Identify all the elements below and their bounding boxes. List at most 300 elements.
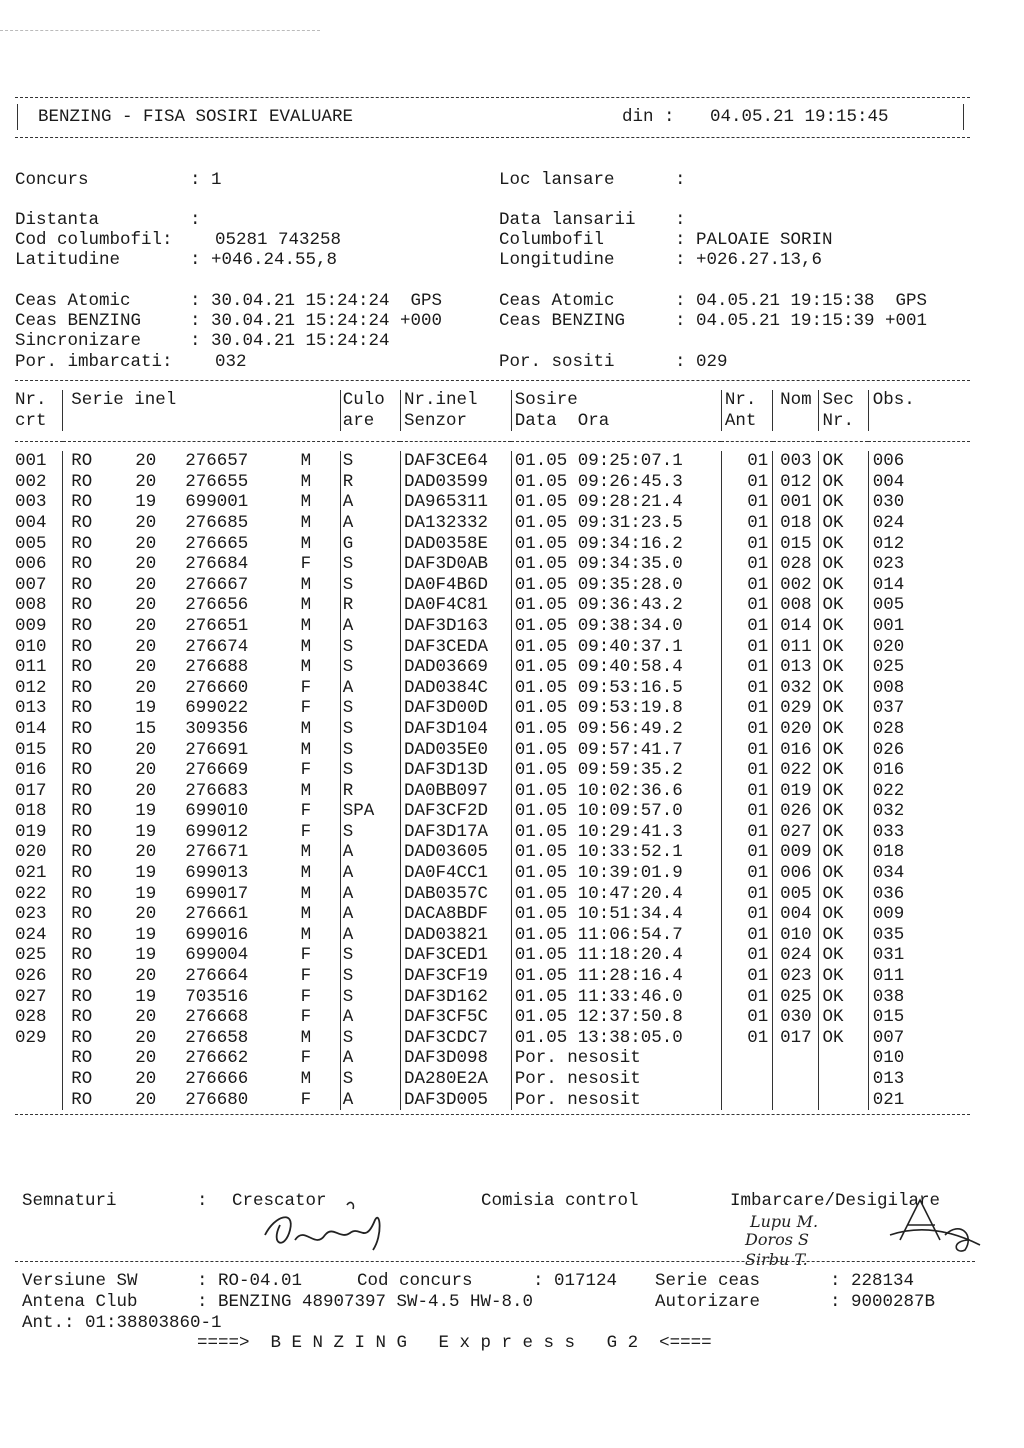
cell-country: RO xyxy=(71,492,93,513)
table-header-row-1 xyxy=(15,390,970,411)
cell-senzor: DAD03605 xyxy=(400,842,511,863)
cell-serie-inel xyxy=(63,472,341,493)
table-row xyxy=(15,1007,970,1028)
cell-obs: 036 xyxy=(868,884,970,905)
cell-serie-inel xyxy=(63,698,341,719)
cell-obs: 014 xyxy=(868,575,970,596)
table-row xyxy=(15,884,970,905)
cell-obs: 038 xyxy=(868,987,970,1008)
cell-sex: M xyxy=(300,615,312,636)
cell-culoare: S xyxy=(340,554,400,575)
cell-culoare: A xyxy=(340,1048,400,1069)
cell-obs: 022 xyxy=(868,781,970,802)
longitudine-value: : +026.27.13,6 xyxy=(675,250,823,270)
cell-sosire: 01.05 10:09:57.0 xyxy=(511,801,721,822)
table-row xyxy=(15,534,970,555)
cell-year: 20 xyxy=(135,471,157,492)
cell-culoare: A xyxy=(340,1090,400,1111)
cell-culoare: G xyxy=(340,534,400,555)
cell-senzor: DAF3CED1 xyxy=(400,945,511,966)
cell-ring-number: 276667 xyxy=(185,574,249,595)
versiune-label: Versiune SW xyxy=(22,1271,138,1291)
cell-sex: M xyxy=(300,883,312,904)
cell-sex: M xyxy=(300,718,312,739)
table-row xyxy=(15,1028,970,1049)
cod-columbofil-value: 05281 743258 xyxy=(215,230,342,250)
cell-serie-inel xyxy=(63,534,341,555)
cell-obs: 023 xyxy=(868,554,970,575)
cod-concurs-label: Cod concurs xyxy=(357,1271,473,1291)
table-row xyxy=(15,575,970,596)
cell-nr-crt: 014 xyxy=(15,718,47,739)
cell-nom: 005 xyxy=(773,884,819,905)
cell-nom: 003 xyxy=(773,451,819,472)
arrivals-table xyxy=(15,390,970,1115)
col-culoare-subheader: are xyxy=(340,411,400,432)
cell-senzor: DAF3D17A xyxy=(400,822,511,843)
cell-sec-nr: OK xyxy=(819,513,868,534)
cell-antena: 01 xyxy=(721,904,772,925)
cell-antena: 01 xyxy=(721,492,772,513)
cell-culoare: S xyxy=(340,1069,400,1090)
ceas-benzing-label-right: Ceas BENZING xyxy=(499,311,626,331)
cell-country: RO xyxy=(71,1089,93,1110)
cell-obs: 020 xyxy=(868,637,970,658)
cell-senzor: DACA8BDF xyxy=(400,904,511,925)
cell-sex: M xyxy=(300,533,312,554)
cell-senzor: DAD0358E xyxy=(400,534,511,555)
cell-sosire: 01.05 09:57:41.7 xyxy=(511,740,721,761)
cell-sec-nr: OK xyxy=(819,534,868,555)
cell-ring-number: 276665 xyxy=(185,533,249,554)
cell-nr-crt: 027 xyxy=(15,986,47,1007)
cell-nr-crt: 002 xyxy=(15,471,47,492)
cell-sec-nr: OK xyxy=(819,492,868,513)
cell-ring-number: 699022 xyxy=(185,698,249,719)
cell-ring-number: 699017 xyxy=(185,883,249,904)
cell-sec-nr: OK xyxy=(819,678,868,699)
imbarcati-value: 032 xyxy=(215,352,247,372)
scan-artifact-line xyxy=(0,30,320,31)
cell-country: RO xyxy=(71,677,93,698)
cell-obs: 026 xyxy=(868,740,970,761)
cell-nom: 014 xyxy=(773,616,819,637)
cell-nom xyxy=(773,1048,819,1069)
cell-year: 20 xyxy=(135,842,157,863)
cell-antena xyxy=(721,1069,772,1090)
cell-nr-crt: 003 xyxy=(15,492,47,513)
ceas-benzing-start: : 30.04.21 15:24:24 +000 xyxy=(190,311,443,331)
cell-nom: 029 xyxy=(773,698,819,719)
col-obs-subheader xyxy=(868,411,970,432)
cell-senzor: DAF3CEDA xyxy=(400,637,511,658)
cell-serie-inel xyxy=(63,760,341,781)
cell-nr-crt: 004 xyxy=(15,512,47,533)
cell-country: RO xyxy=(71,698,93,719)
cell-sec-nr: OK xyxy=(819,595,868,616)
cell-culoare: A xyxy=(340,1007,400,1028)
table-row xyxy=(15,698,970,719)
cell-culoare: S xyxy=(340,719,400,740)
cell-sex: F xyxy=(300,698,312,719)
cell-nr-crt: 020 xyxy=(15,842,47,863)
cell-culoare: S xyxy=(340,987,400,1008)
table-header-spacer xyxy=(15,442,970,452)
cell-senzor: DAD03669 xyxy=(400,657,511,678)
cell-year: 19 xyxy=(135,821,157,842)
cell-year: 20 xyxy=(135,739,157,760)
col-nr-header: Nr. xyxy=(15,390,47,410)
cell-culoare: A xyxy=(340,678,400,699)
cell-country: RO xyxy=(71,718,93,739)
cell-ring-number: 276651 xyxy=(185,615,249,636)
table-row xyxy=(15,616,970,637)
cell-nom: 027 xyxy=(773,822,819,843)
cell-obs: 006 xyxy=(868,451,970,472)
col-senzor-subheader: Senzor xyxy=(400,411,511,432)
semnaturi-label: Semnaturi xyxy=(22,1191,117,1211)
cell-year: 20 xyxy=(135,512,157,533)
cell-sec-nr xyxy=(819,1048,868,1069)
cell-culoare: A xyxy=(340,904,400,925)
cell-ring-number: 276688 xyxy=(185,657,249,678)
cell-ring-number: 699013 xyxy=(185,863,249,884)
cell-obs: 004 xyxy=(868,472,970,493)
cell-ring-number: 699012 xyxy=(185,821,249,842)
cell-culoare: S xyxy=(340,822,400,843)
col-sosire-header: Sosire xyxy=(511,390,721,411)
cell-antena: 01 xyxy=(721,925,772,946)
latitudine-label: Latitudine xyxy=(15,250,121,270)
cell-year: 20 xyxy=(135,615,157,636)
cell-serie-inel xyxy=(63,637,341,658)
cell-year: 20 xyxy=(135,574,157,595)
table-row xyxy=(15,740,970,761)
cell-sex: F xyxy=(300,1048,312,1069)
cell-serie-inel xyxy=(63,1090,341,1111)
loc-lansare-value: : xyxy=(675,170,686,190)
cell-sosire: 01.05 10:02:36.6 xyxy=(511,781,721,802)
cell-country: RO xyxy=(71,554,93,575)
cell-sosire: 01.05 13:38:05.0 xyxy=(511,1028,721,1049)
data-lansarii-value: : xyxy=(675,210,686,230)
cell-sec-nr: OK xyxy=(819,1028,868,1049)
cell-year: 19 xyxy=(135,801,157,822)
cell-year: 20 xyxy=(135,1027,157,1048)
col-ant-header: Nr. xyxy=(721,390,772,411)
cell-nr-crt: 012 xyxy=(15,677,47,698)
cell-country: RO xyxy=(71,657,93,678)
cell-antena: 01 xyxy=(721,657,772,678)
cell-country: RO xyxy=(71,512,93,533)
table-row xyxy=(15,842,970,863)
cell-antena: 01 xyxy=(721,472,772,493)
distanta-value: : xyxy=(190,210,201,230)
cell-nr-crt: 010 xyxy=(15,636,47,657)
cell-sec-nr xyxy=(819,1090,868,1111)
cell-year: 20 xyxy=(135,451,157,472)
cell-obs: 013 xyxy=(868,1069,970,1090)
table-row xyxy=(15,1069,970,1090)
cell-sex: F xyxy=(300,801,312,822)
cod-columbofil-label: Cod columbofil: xyxy=(15,230,173,250)
cell-serie-inel xyxy=(63,863,341,884)
table-row xyxy=(15,554,970,575)
table-row xyxy=(15,492,970,513)
cell-nom: 026 xyxy=(773,801,819,822)
cell-antena: 01 xyxy=(721,513,772,534)
cell-sec-nr: OK xyxy=(819,760,868,781)
cell-sec-nr: OK xyxy=(819,637,868,658)
cell-sex: F xyxy=(300,945,312,966)
cell-year: 19 xyxy=(135,883,157,904)
cell-senzor: DAF3CF5C xyxy=(400,1007,511,1028)
table-row xyxy=(15,760,970,781)
cell-obs: 037 xyxy=(868,698,970,719)
cell-senzor: DAF3CDC7 xyxy=(400,1028,511,1049)
cell-sex: F xyxy=(300,966,312,987)
cell-sosire: 01.05 10:47:20.4 xyxy=(511,884,721,905)
cell-senzor: DA0F4C81 xyxy=(400,595,511,616)
cell-year: 15 xyxy=(135,718,157,739)
cell-serie-inel xyxy=(63,1028,341,1049)
cell-nom: 008 xyxy=(773,595,819,616)
cell-ring-number: 276656 xyxy=(185,595,249,616)
cell-antena: 01 xyxy=(721,945,772,966)
cell-country: RO xyxy=(71,595,93,616)
cell-antena xyxy=(721,1090,772,1111)
cell-antena: 01 xyxy=(721,698,772,719)
cell-year: 20 xyxy=(135,904,157,925)
cell-nr-crt: 026 xyxy=(15,966,47,987)
cell-obs: 009 xyxy=(868,904,970,925)
cell-antena: 01 xyxy=(721,719,772,740)
cell-sosire: 01.05 09:53:16.5 xyxy=(511,678,721,699)
cell-serie-inel xyxy=(63,925,341,946)
cell-year: 20 xyxy=(135,657,157,678)
cell-sex: M xyxy=(300,842,312,863)
cell-country: RO xyxy=(71,945,93,966)
cell-ring-number: 276662 xyxy=(185,1048,249,1069)
cell-culoare: R xyxy=(340,781,400,802)
table-row xyxy=(15,801,970,822)
cell-country: RO xyxy=(71,780,93,801)
cell-serie-inel xyxy=(63,1007,341,1028)
header-bottom-border xyxy=(15,137,970,138)
cell-nom: 023 xyxy=(773,966,819,987)
cell-antena: 01 xyxy=(721,678,772,699)
cell-nr-crt: 024 xyxy=(15,924,47,945)
cell-serie-inel xyxy=(63,822,341,843)
cell-sec-nr: OK xyxy=(819,842,868,863)
cell-country: RO xyxy=(71,966,93,987)
cell-culoare: S xyxy=(340,740,400,761)
cell-senzor: DAF3D104 xyxy=(400,719,511,740)
cell-sosire: 01.05 09:38:34.0 xyxy=(511,616,721,637)
concurs-label: Concurs xyxy=(15,170,89,190)
commission-signature-3: Sirbu T. xyxy=(745,1250,808,1269)
cell-year: 20 xyxy=(135,1089,157,1110)
cell-sosire: 01.05 11:06:54.7 xyxy=(511,925,721,946)
cell-nom: 019 xyxy=(773,781,819,802)
versiune-value: : RO-04.01 xyxy=(197,1271,303,1291)
table-top-border xyxy=(15,380,970,381)
table-row xyxy=(15,987,970,1008)
cell-ring-number: 309356 xyxy=(185,718,249,739)
cell-sosire: 01.05 09:40:37.1 xyxy=(511,637,721,658)
cell-nom: 011 xyxy=(773,637,819,658)
table-row xyxy=(15,822,970,843)
cell-culoare: A xyxy=(340,616,400,637)
sincronizare-label: Sincronizare xyxy=(15,331,142,351)
cell-senzor: DAF3CE64 xyxy=(400,451,511,472)
cell-nr-crt: 011 xyxy=(15,657,47,678)
col-culoare-header: Culo xyxy=(340,390,400,411)
cell-serie-inel xyxy=(63,884,341,905)
sincronizare-value: : 30.04.21 15:24:24 xyxy=(190,331,390,351)
table-row xyxy=(15,719,970,740)
cell-country: RO xyxy=(71,636,93,657)
cell-sex: M xyxy=(300,471,312,492)
cell-year: 19 xyxy=(135,492,157,513)
cell-obs: 024 xyxy=(868,513,970,534)
col-ant-subheader: Ant xyxy=(721,411,772,432)
cell-obs: 008 xyxy=(868,678,970,699)
cell-senzor: DAD0384C xyxy=(400,678,511,699)
cell-country: RO xyxy=(71,1048,93,1069)
cell-sec-nr: OK xyxy=(819,904,868,925)
cell-antena: 01 xyxy=(721,801,772,822)
cell-year: 19 xyxy=(135,945,157,966)
cell-sex: M xyxy=(300,636,312,657)
cell-sosire: 01.05 10:29:41.3 xyxy=(511,822,721,843)
cell-sosire: Por. nesosit xyxy=(511,1090,721,1111)
cell-ring-number: 699004 xyxy=(185,945,249,966)
cell-antena: 01 xyxy=(721,637,772,658)
cell-sec-nr: OK xyxy=(819,575,868,596)
cell-obs: 035 xyxy=(868,925,970,946)
cell-antena: 01 xyxy=(721,616,772,637)
cell-obs: 028 xyxy=(868,719,970,740)
cell-sec-nr: OK xyxy=(819,987,868,1008)
table-row xyxy=(15,678,970,699)
cell-nr-crt xyxy=(15,1090,63,1111)
table-row xyxy=(15,513,970,534)
cell-senzor: DA0F4CC1 xyxy=(400,863,511,884)
cell-culoare: S xyxy=(340,637,400,658)
cell-nr-crt: 022 xyxy=(15,883,47,904)
cell-sosire: 01.05 11:33:46.0 xyxy=(511,987,721,1008)
table-header-row-2 xyxy=(15,411,970,432)
cell-ring-number: 276664 xyxy=(185,966,249,987)
cell-sex: F xyxy=(300,821,312,842)
cell-ring-number: 276668 xyxy=(185,1007,249,1028)
cell-culoare: A xyxy=(340,925,400,946)
commission-signature-1: Lupu M. xyxy=(750,1212,819,1231)
cell-sec-nr: OK xyxy=(819,719,868,740)
longitudine-label: Longitudine xyxy=(499,250,615,270)
ceas-atomic-end: : 04.05.21 19:15:38 GPS xyxy=(675,291,928,311)
cell-country: RO xyxy=(71,574,93,595)
cell-culoare: S xyxy=(340,657,400,678)
col-sosire-subheader: Data Ora xyxy=(511,411,721,432)
cell-ring-number: 276657 xyxy=(185,451,249,472)
cell-ring-number: 276685 xyxy=(185,512,249,533)
cell-ring-number: 276658 xyxy=(185,1027,249,1048)
cell-sex: F xyxy=(300,760,312,781)
cell-sosire: 01.05 10:39:01.9 xyxy=(511,863,721,884)
cell-ring-number: 276684 xyxy=(185,554,249,575)
cell-nr-crt: 021 xyxy=(15,863,47,884)
cell-nr-crt: 005 xyxy=(15,533,47,554)
cell-senzor: DAF3D162 xyxy=(400,987,511,1008)
cell-nom: 016 xyxy=(773,740,819,761)
cell-antena: 01 xyxy=(721,740,772,761)
cell-antena: 01 xyxy=(721,554,772,575)
cell-serie-inel xyxy=(63,1048,341,1069)
cell-antena: 01 xyxy=(721,822,772,843)
cell-culoare: R xyxy=(340,472,400,493)
cell-year: 19 xyxy=(135,863,157,884)
cell-nom: 024 xyxy=(773,945,819,966)
cell-country: RO xyxy=(71,801,93,822)
autorizare-label: Autorizare xyxy=(655,1292,761,1312)
cell-serie-inel xyxy=(63,575,341,596)
table-row xyxy=(15,1090,970,1111)
cell-nr-crt: 025 xyxy=(15,945,47,966)
ceas-atomic-label: Ceas Atomic xyxy=(15,291,131,311)
cell-obs: 012 xyxy=(868,534,970,555)
cell-year: 20 xyxy=(135,595,157,616)
col-senzor-header: Nr.inel xyxy=(400,390,511,411)
cell-nom: 013 xyxy=(773,657,819,678)
cell-sex: F xyxy=(300,677,312,698)
table-row xyxy=(15,1048,970,1069)
cell-sosire: 01.05 09:53:19.8 xyxy=(511,698,721,719)
cell-culoare: R xyxy=(340,595,400,616)
sositi-label: Por. sositi xyxy=(499,352,615,372)
cell-senzor: DAF3D00D xyxy=(400,698,511,719)
cell-antena: 01 xyxy=(721,1007,772,1028)
cell-culoare: S xyxy=(340,575,400,596)
cell-culoare: S xyxy=(340,760,400,781)
cell-obs: 015 xyxy=(868,1007,970,1028)
cell-sosire: Por. nesosit xyxy=(511,1048,721,1069)
cell-nr-crt: 013 xyxy=(15,698,47,719)
cell-antena: 01 xyxy=(721,595,772,616)
cell-sex: M xyxy=(300,924,312,945)
table-row xyxy=(15,781,970,802)
cell-senzor: DAF3D163 xyxy=(400,616,511,637)
cell-sosire: Por. nesosit xyxy=(511,1069,721,1090)
cell-nom: 030 xyxy=(773,1007,819,1028)
col-nom-subheader xyxy=(773,411,819,432)
cell-sosire: 01.05 11:28:16.4 xyxy=(511,966,721,987)
cell-nom: 017 xyxy=(773,1028,819,1049)
cell-country: RO xyxy=(71,821,93,842)
cell-nom: 022 xyxy=(773,760,819,781)
cell-nr-crt: 029 xyxy=(15,1027,47,1048)
cell-ring-number: 276661 xyxy=(185,904,249,925)
cell-sosire: 01.05 09:56:49.2 xyxy=(511,719,721,740)
cell-senzor: DA132332 xyxy=(400,513,511,534)
cell-nom: 006 xyxy=(773,863,819,884)
cell-senzor: DA0F4B6D xyxy=(400,575,511,596)
cell-sec-nr: OK xyxy=(819,925,868,946)
cell-year: 20 xyxy=(135,533,157,554)
cell-sosire: 01.05 09:31:23.5 xyxy=(511,513,721,534)
cell-sec-nr: OK xyxy=(819,1007,868,1028)
